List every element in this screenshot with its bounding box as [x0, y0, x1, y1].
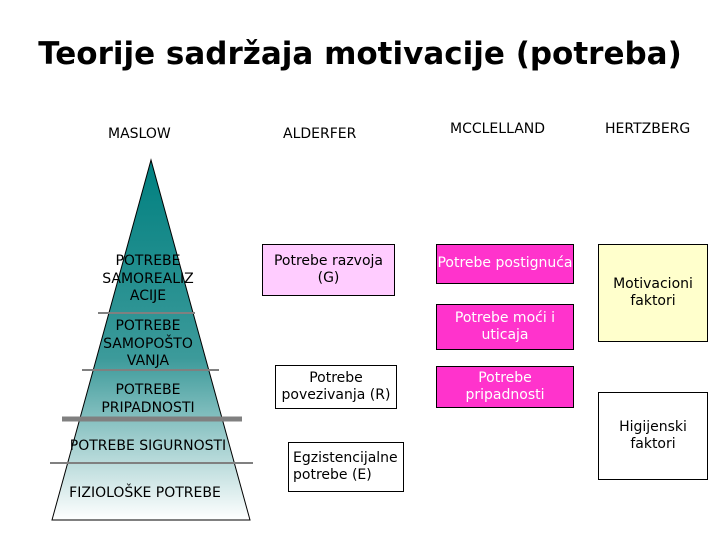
hertzberg-motivators-box: Motivacioni faktori	[598, 244, 708, 342]
maslow-level-self-actualization: POTREBE SAMOREALIZ ACIJE	[102, 253, 194, 304]
page-title: Teorije sadržaja motivacije (potreba)	[38, 36, 682, 72]
alderfer-growth-box: Potrebe razvoja (G)	[262, 244, 395, 296]
mcclelland-power-box: Potrebe moći i uticaja	[436, 304, 574, 350]
column-header-mcclelland: MCCLELLAND	[450, 121, 546, 137]
mcclelland-affiliation-box: Potrebe pripadnosti	[436, 366, 574, 408]
maslow-level-belonging: POTREBE PRIPADNOSTI	[101, 382, 195, 416]
alderfer-relatedness-box: Potrebe povezivanja (R)	[275, 365, 397, 409]
mcclelland-achievement-box: Potrebe postignuća	[436, 244, 574, 284]
column-header-hertzberg: HERTZBERG	[605, 121, 691, 137]
column-header-alderfer: ALDERFER	[283, 126, 357, 142]
hertzberg-hygiene-box: Higijenski faktori	[598, 392, 708, 480]
maslow-level-safety: POTREBE SIGURNOSTI	[69, 438, 227, 454]
alderfer-existence-box: Egzistencijalne potrebe (E)	[288, 442, 404, 492]
maslow-level-physiological: FIZIOLOŠKE POTREBE	[69, 485, 221, 501]
column-header-maslow: MASLOW	[108, 126, 171, 142]
maslow-level-esteem: POTREBE SAMOPOŠTO VANJA	[103, 318, 193, 369]
